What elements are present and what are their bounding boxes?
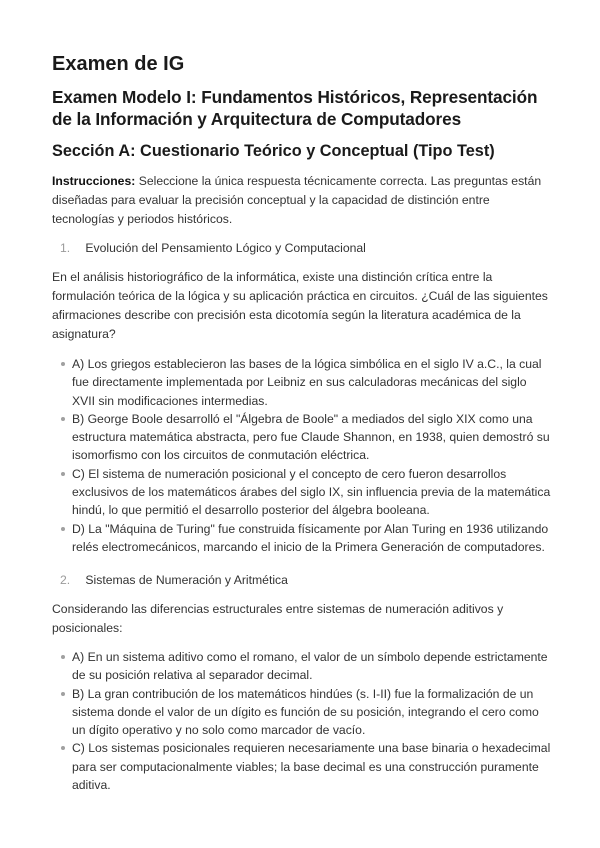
question-heading [52, 572, 288, 588]
bullet-icon [61, 472, 65, 476]
option-line: B) George Boole desarrolló el "Álgebra de Boole" a mediados del siglo XIX como una [72, 411, 533, 426]
option-line: exclusivos de los matemáticos árabes del siglo IX, sin influencia previa de la matemática [72, 485, 551, 500]
answer-option [52, 739, 562, 794]
page-title: Examen de IG [52, 53, 185, 75]
option-line: B) La gran contribución de los matemáticos hindúes (s. I-II) fue la formalización de un [72, 686, 534, 701]
instructions-line: tecnologías y periodos históricos. [52, 212, 233, 226]
exam-title [52, 87, 562, 130]
bullet-icon [61, 746, 65, 750]
bullet-icon [61, 362, 65, 366]
answer-options [52, 355, 562, 556]
exam-title-line: de la Información y Arquitectura de Computadores [52, 108, 462, 129]
option-line: XVII sin modificaciones intermedias. [72, 393, 268, 408]
option-line: D) La "Máquina de Turing" fue construida físicamente por Alan Turing en 1936 utilizando [72, 521, 549, 536]
option-line: para ser computacionalmente viables; la base decimal es una construcción puramente [72, 759, 539, 774]
bullet-icon [61, 527, 65, 531]
bullet-icon [61, 417, 65, 421]
bullet-icon [61, 692, 65, 696]
option-line: A) En un sistema aditivo como el romano, el valor de un símbolo depende estrictamente [72, 650, 548, 664]
question-heading [52, 240, 366, 256]
stem-line: afirmaciones describe con precisión esta dicotomía según la literatura académica de la [52, 308, 521, 322]
option-line: hindú, lo que permitió el desarrollo posterior del álgebra booleana. [72, 503, 430, 518]
option-line: sistema donde el valor de un dígito es función de su posición, integrando el cero como [72, 704, 539, 719]
question-title: Sistemas de Numeración y Aritmética [85, 573, 288, 587]
section-title: Sección A: Cuestionario Teórico y Conceptual (Tipo Test) [52, 142, 495, 160]
question-stem [52, 600, 552, 638]
instructions-label: Instrucciones: [52, 174, 136, 188]
instructions-paragraph [52, 172, 552, 229]
option-line: un dígito operativo y no solo como marcador de vacío. [72, 723, 366, 738]
question-number: 2. [60, 573, 71, 587]
stem-line: Considerando las diferencias estructurales entre sistemas de numeración aditivos y [52, 602, 504, 616]
question-number: 1. [60, 241, 71, 255]
answer-option [52, 648, 562, 685]
instructions-text: Seleccione la única respuesta técnicamente correcta. Las preguntas están [135, 174, 542, 188]
instructions-line [52, 172, 552, 191]
option-line: relés electromecánicos, marcando el inicio de la Primera Generación de computadores. [72, 539, 545, 554]
stem-line: asignatura? [52, 327, 116, 341]
question-stem [52, 268, 552, 344]
option-line: C) Los sistemas posicionales requieren necesariamente una base binaria o hexadecimal [72, 741, 551, 756]
answer-option [52, 685, 562, 740]
question-title: Evolución del Pensamiento Lógico y Computacional [85, 241, 366, 255]
option-line: de su posición relativa al separador decimal. [72, 668, 313, 683]
option-line: A) Los griegos establecieron las bases de la lógica simbólica en el siglo IV a.C., la cual [72, 357, 542, 371]
option-line: estructura matemática abstracta, pero fue Claude Shannon, en 1938, quien demostró su [72, 430, 550, 445]
stem-line: formulación teórica de la lógica y su aplicación práctica en circuitos. ¿Cuál de las siguientes [52, 289, 548, 303]
answer-option [52, 520, 562, 557]
answer-option [52, 410, 562, 465]
option-line: isomorfismo con los circuitos de conmutación eléctrica. [72, 448, 370, 463]
exam-title-line: Examen Modelo I: Fundamentos Históricos, Representación [52, 87, 538, 107]
stem-line: En el análisis historiográfico de la informática, existe una distinción crítica entre la [52, 270, 493, 284]
option-line: aditiva. [72, 778, 111, 793]
bullet-icon [61, 655, 65, 659]
answer-option [52, 355, 562, 410]
instructions-line: diseñadas para evaluar la precisión conceptual y la capacidad de distinción entre [52, 193, 490, 207]
answer-option [52, 465, 562, 520]
answer-options [52, 648, 562, 794]
option-line: C) El sistema de numeración posicional y el concepto de cero fueron desarrollos [72, 466, 507, 481]
stem-line: posicionales: [52, 621, 123, 635]
option-line: fue directamente implementada por Leibniz en sus calculadoras mecánicas del siglo [72, 375, 527, 390]
